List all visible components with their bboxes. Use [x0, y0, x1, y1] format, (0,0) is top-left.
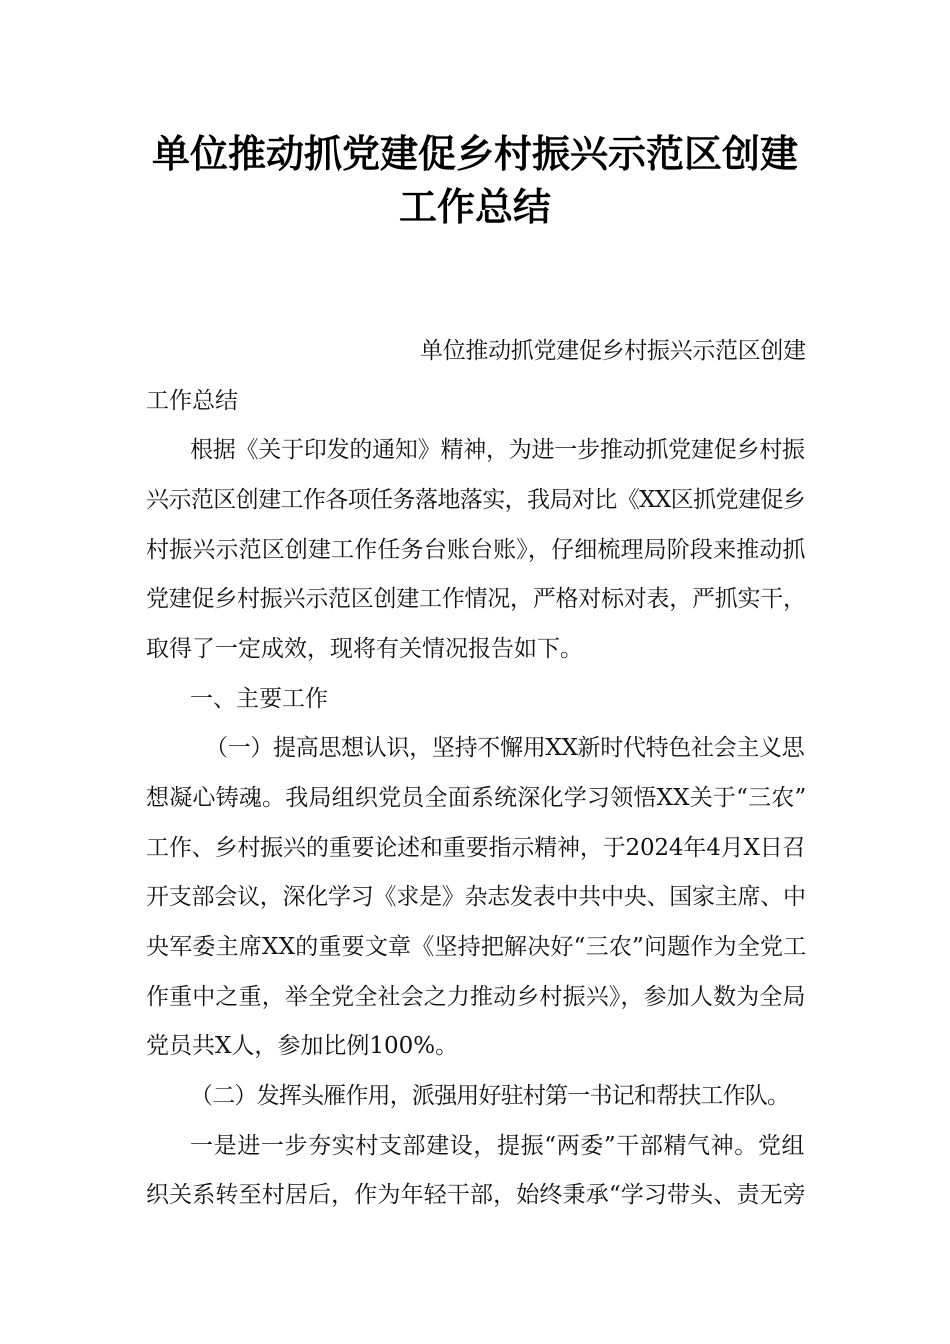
subtitle-line-1: 单位推动抓党建促乡村振兴示范区创建 [420, 338, 806, 364]
body-line: 织关系转至村居后，作为年轻干部，始终秉承“学习带头、责无旁 [146, 1182, 806, 1208]
body-line: 兴示范区创建工作各项任务落地落实，我局对比《XX区抓党建促乡 [146, 487, 806, 513]
body-line: 想凝心铸魂。我局组织党员全面系统深化学习领悟XX关于“三农” [146, 785, 807, 811]
body-line: 开支部会议，深化学习《求是》杂志发表中共中央、国家主席、中 [146, 884, 806, 910]
body-line: 作重中之重，举全党全社会之力推动乡村振兴》，参加人数为全局 [146, 984, 806, 1010]
body-line: （一）提高思想认识，坚持不懈用XX新时代特色社会主义思 [205, 735, 805, 761]
body-line: 党员共X人，参加比例100%。 [146, 1033, 459, 1059]
document-title-line-1: 单位推动抓党建促乡村振兴示范区创建 [151, 132, 798, 176]
body-line: 一是进一步夯实村支部建设，提振“两委”干部精气神。党组 [190, 1133, 806, 1159]
subsection-heading: （二）发挥头雁作用，派强用好驻村第一书记和帮扶工作队。 [190, 1083, 790, 1109]
body-line: 取得了一定成效，现将有关情况报告如下。 [146, 636, 583, 662]
body-line: 工作、乡村振兴的重要论述和重要指示精神，于2024年4月X日召 [146, 835, 806, 861]
body-line: 根据《关于印发的通知》精神，为进一步推动抓党建促乡村振 [190, 437, 805, 463]
body-line: 央军委主席XX的重要文章《坚持把解决好“三农”问题作为全党工 [146, 934, 807, 960]
body-line: 村振兴示范区创建工作任务台账台账》，仔细梳理局阶段来推动抓 [146, 537, 806, 563]
section-heading: 一、主要工作 [190, 686, 328, 712]
subtitle-line-2: 工作总结 [146, 388, 238, 414]
document-title-line-2: 工作总结 [398, 185, 551, 229]
body-line: 党建促乡村振兴示范区创建工作情况，严格对标对表，严抓实干， [146, 586, 806, 612]
